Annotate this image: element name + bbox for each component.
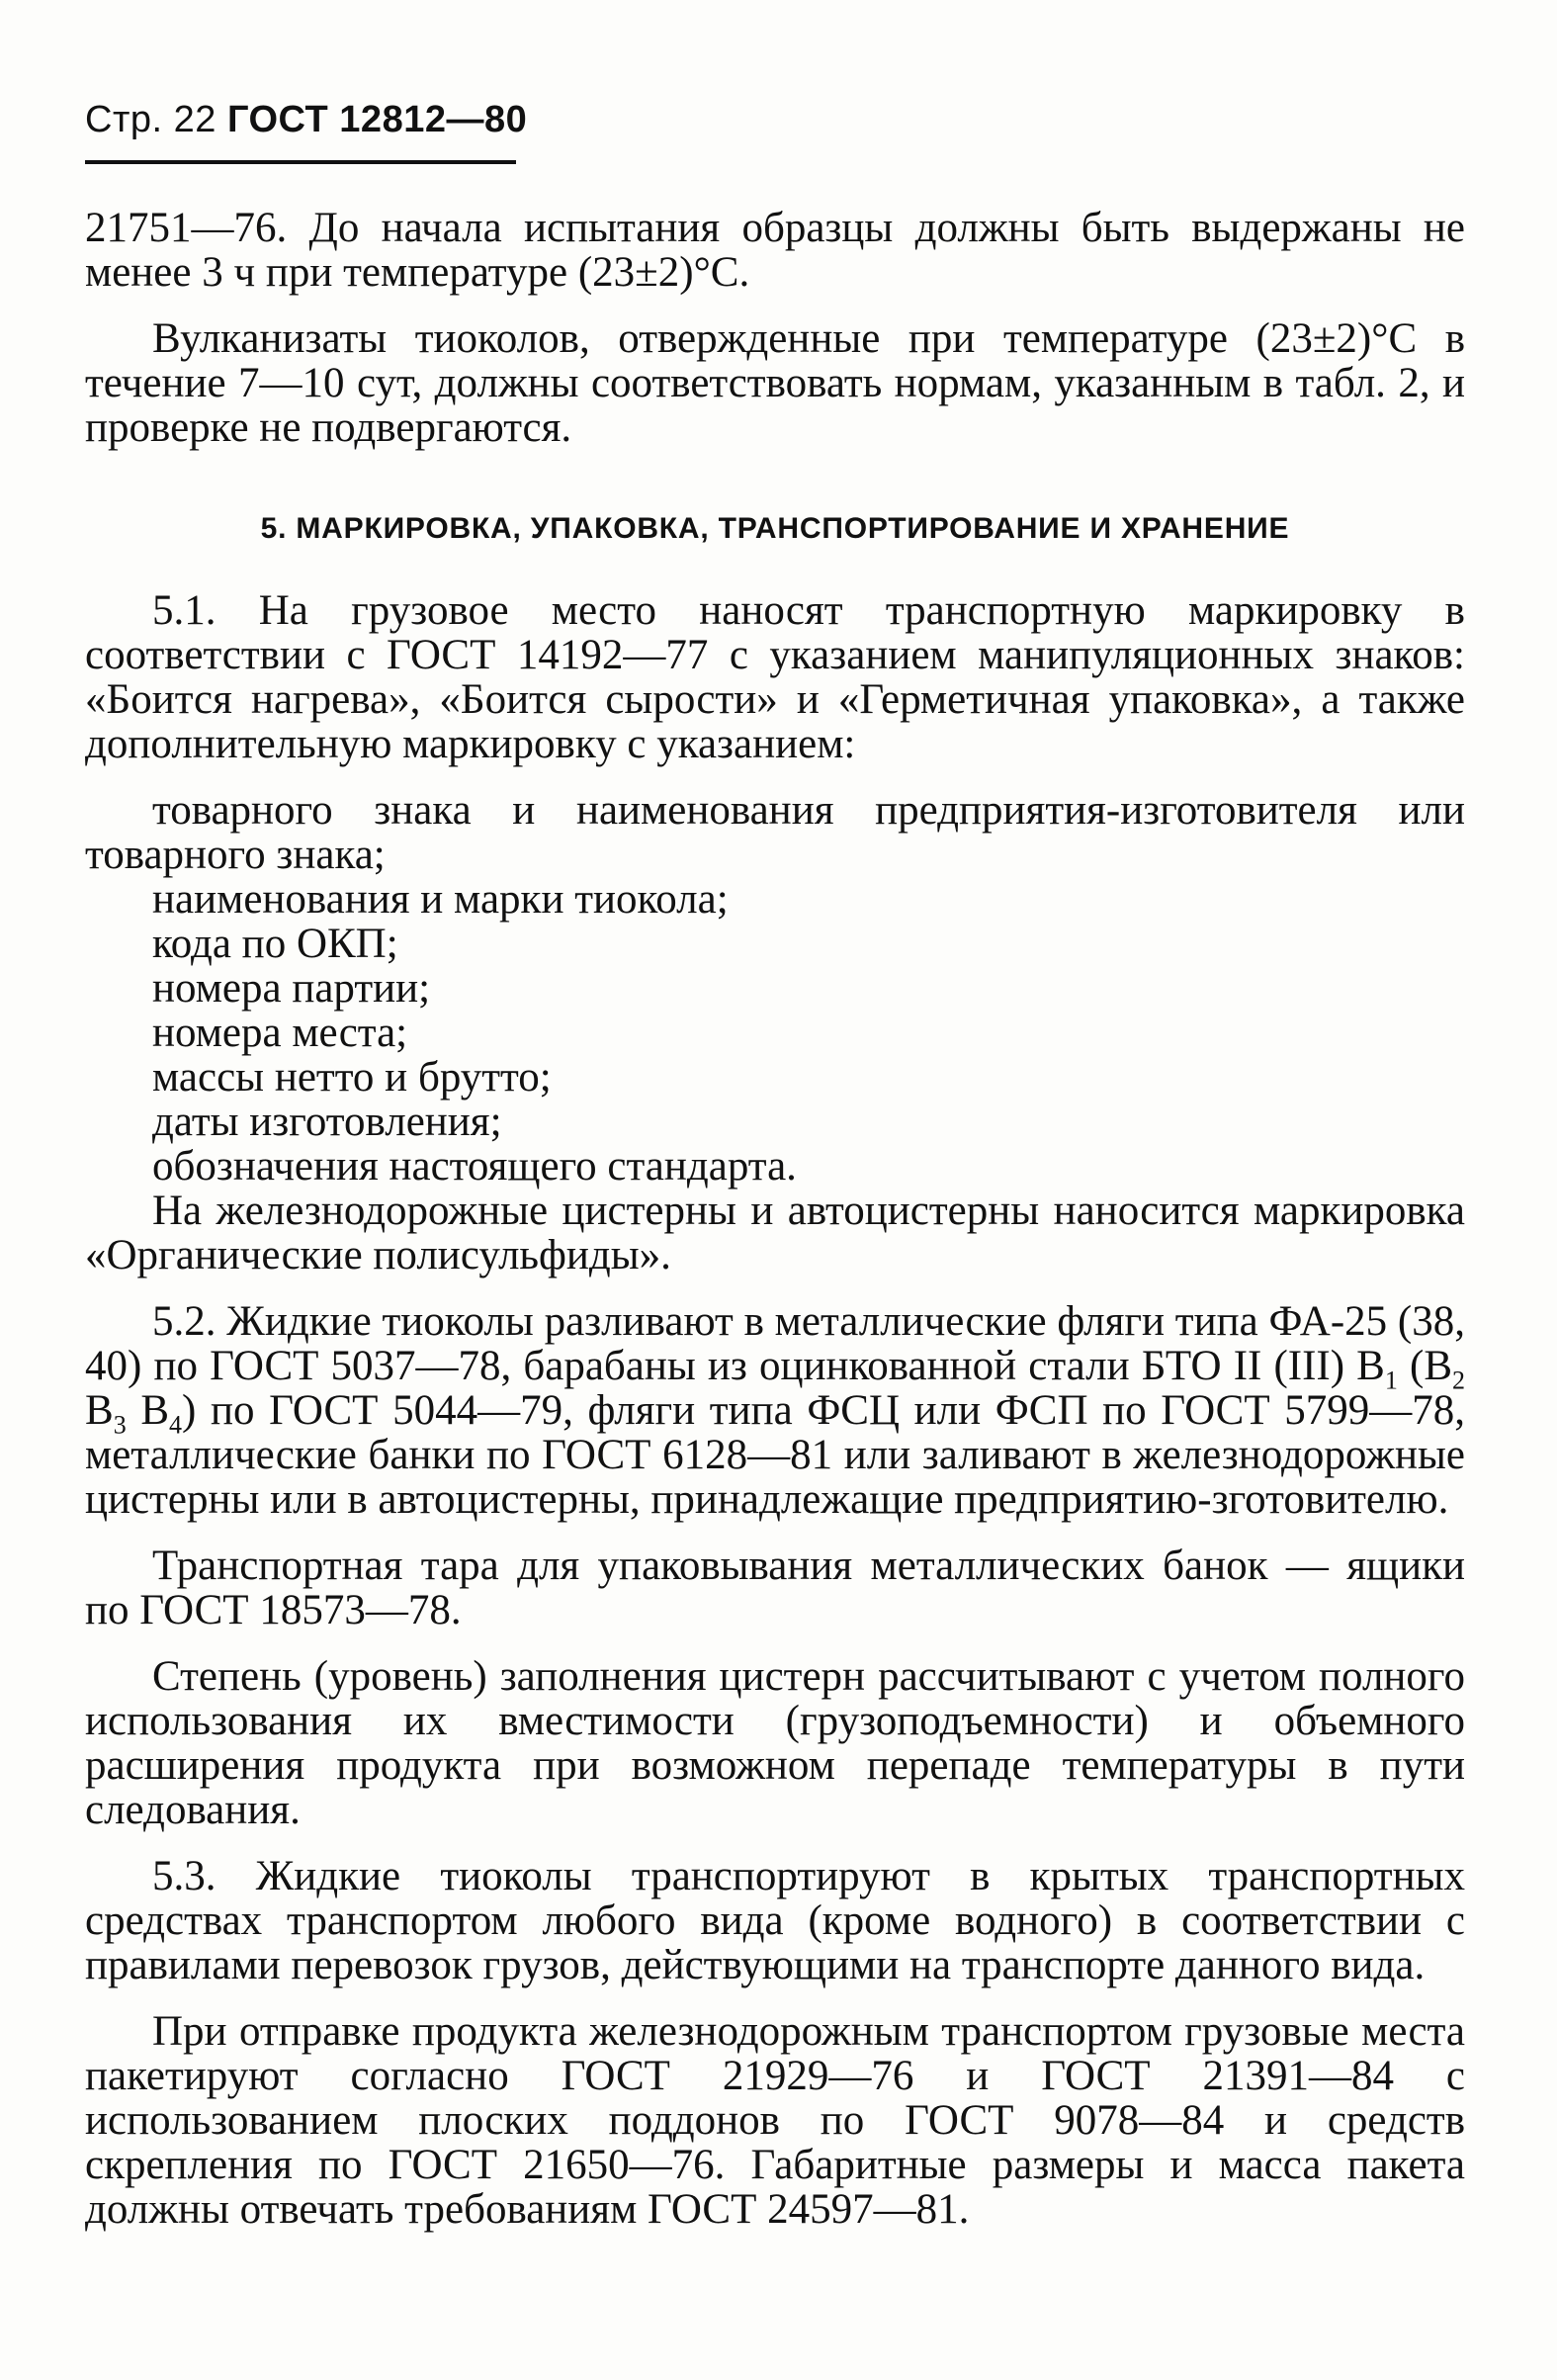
list-item: кода по ОКП; <box>152 921 398 967</box>
subscript: 3 <box>113 1410 127 1440</box>
list-item: наименования и марки тиокола; <box>152 876 729 923</box>
paragraph-fill-degree: Степень (уровень) заполнения цистерн рассчитывают с учетом полного использования их вместимости (грузоподъемности) и объемного расширения продукта при возможном перепаде температуры в пути следования. <box>85 1653 1465 1833</box>
section-title: 5. МАРКИРОВКА, УПАКОВКА, ТРАНСПОРТИРОВАНИЕ И ХРАНЕНИЕ <box>260 512 1290 545</box>
text-run: В <box>126 1387 170 1434</box>
text-run: ) по ГОСТ 5044—79, фляги типа ФСЦ или ФСП по ГОСТ 5799—78, металлические банки по ГОСТ 6128—81 или заливают в железнодорожные цистерны или в автоцистерны, принадлежащие предприятию-зготовителю. <box>85 1387 1465 1523</box>
page-header <box>85 99 527 141</box>
subscript: 2 <box>1452 1366 1465 1395</box>
subscript: 1 <box>1384 1366 1398 1395</box>
list-item: массы нетто и брутто; <box>152 1054 552 1101</box>
list-item: даты изготовления; <box>152 1099 502 1145</box>
marking-list <box>85 788 1465 1189</box>
page-number: Стр. 22 <box>85 99 216 140</box>
text-run: (В <box>1397 1343 1452 1389</box>
subscript: 4 <box>169 1410 183 1440</box>
paragraph-5-2 <box>85 1299 1465 1522</box>
paragraph-vulcanizates: Вулканизаты тиоколов, отвержденные при температуре (23±2)°С в течение 7—10 сут, должны соответствовать нормам, указанным в табл. 2, и проверке не подвергаются. <box>85 315 1465 451</box>
paragraph-5-3: 5.3. Жидкие тиоколы транспортируют в крытых транспортных средствах транспортом любого вида (кроме водного) в соответствии с правилами перевозок грузов, действующими на транспорте данного вида. <box>85 1853 1465 1988</box>
text-run: В <box>85 1387 114 1434</box>
paragraph-continuation: 21751—76. До начала испытания образцы должны быть выдержаны не менее 3 ч при температуре (23±2)°С. <box>85 205 1465 296</box>
paragraph-5-1: 5.1. На грузовое место наносят транспортную маркировку в соответствии с ГОСТ 14192—77 с указанием манипуляционных знаков: «Боится нагрева», «Боится сырости» и «Герметичная упаковка», а также дополнительную маркировку с указанием: <box>85 587 1465 767</box>
text-run: 5.2. Жидкие тиоколы разливают в металлические фляги типа ФА-25 (38, 40) по ГОСТ 5037—78, барабаны из оцинкованной стали БТО II (III) В <box>85 1298 1465 1389</box>
paragraph-rail-transport: При отправке продукта железнодорожным транспортом грузовые места пакетируют согласно ГОСТ 21929—76 и ГОСТ 21391—84 с использованием плоских поддонов по ГОСТ 9078—84 и средств скрепления по ГОСТ 21650—76. Габаритные размеры и масса пакета должны отвечать требованиям ГОСТ 24597—81. <box>85 2008 1465 2233</box>
list-item: товарного знака и наименования предприятия-изготовителя или товарного знака; <box>85 787 1465 878</box>
standard-number: ГОСТ 12812—80 <box>226 99 528 140</box>
list-item: номера партии; <box>152 965 431 1012</box>
paragraph-transport-container: Транспортная тара для упаковывания металлических банок — ящики по ГОСТ 18573—78. <box>85 1543 1465 1633</box>
header-rule <box>85 160 516 164</box>
list-item: обозначения настоящего стандарта. <box>152 1143 797 1190</box>
document-body <box>85 206 1465 2232</box>
list-item: номера места; <box>152 1010 408 1056</box>
paragraph-rail-marking: На железнодорожные цистерны и автоцистерны наносится маркировка «Органические полисульфиды». <box>85 1188 1465 1278</box>
